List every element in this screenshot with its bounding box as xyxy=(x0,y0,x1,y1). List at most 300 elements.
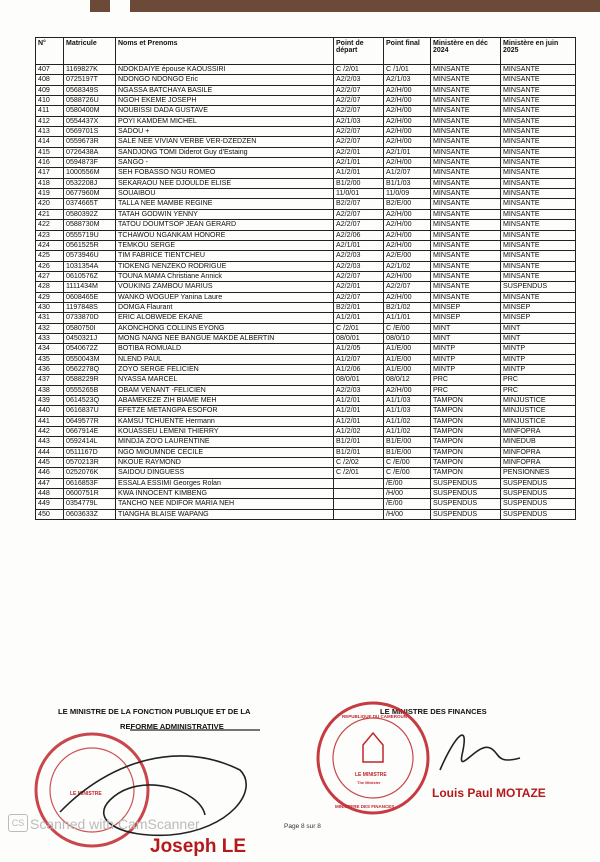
row-ministry-2024: MINSANTE xyxy=(431,230,501,240)
row-ministry-2025: MINSANTE xyxy=(501,65,576,75)
row-ministry-2024: MINSANTE xyxy=(431,178,501,188)
row-start-point: 08/0/01 xyxy=(334,375,384,385)
row-name: TATOU DOUMTSOP JEAN GERARD xyxy=(116,220,334,230)
row-ministry-2024: MINSANTE xyxy=(431,96,501,106)
row-ministry-2024: TAMPON xyxy=(431,406,501,416)
row-ministry-2025: MINJUSTICE xyxy=(501,396,576,406)
row-ministry-2024: MINSEP xyxy=(431,313,501,323)
signatory-name-right: Louis Paul MOTAZE xyxy=(432,786,546,800)
row-end-point: A2/H/00 xyxy=(384,209,431,219)
table-row xyxy=(36,209,576,219)
row-ministry-2025: MINSANTE xyxy=(501,261,576,271)
table-row xyxy=(36,220,576,230)
row-start-point: A2/2/03 xyxy=(334,385,384,395)
row-start-point: A2/2/07 xyxy=(334,96,384,106)
table-row xyxy=(36,333,576,343)
row-number: 445 xyxy=(36,458,64,468)
row-name: NGASSA BATCHAYA BASILE xyxy=(116,85,334,95)
row-ministry-2025: PRC xyxy=(501,385,576,395)
row-ministry-2024: MINSANTE xyxy=(431,127,501,137)
row-ministry-2025: MINSANTE xyxy=(501,251,576,261)
row-name: TCHAWOU NGANKAM HONORE xyxy=(116,230,334,240)
row-start-point: A1/2/01 xyxy=(334,396,384,406)
row-name: SOUAIBOU xyxy=(116,189,334,199)
row-number: 439 xyxy=(36,396,64,406)
row-end-point: B2/E/00 xyxy=(384,199,431,209)
row-number: 441 xyxy=(36,416,64,426)
table-row xyxy=(36,396,576,406)
stamp-right xyxy=(318,703,428,813)
row-matricule: 0252076K xyxy=(64,468,116,478)
row-matricule: 0616837U xyxy=(64,406,116,416)
row-ministry-2024: MINT xyxy=(431,323,501,333)
table-row xyxy=(36,85,576,95)
staff-table xyxy=(35,37,576,520)
row-end-point: /E/00 xyxy=(384,499,431,509)
row-number: 435 xyxy=(36,354,64,364)
row-end-point: A1/1/03 xyxy=(384,396,431,406)
table-row xyxy=(36,292,576,302)
row-matricule: 0570213R xyxy=(64,458,116,468)
row-matricule: 0588726U xyxy=(64,96,116,106)
row-number: 436 xyxy=(36,364,64,374)
header-end-point: Point final xyxy=(384,38,431,65)
row-number: 418 xyxy=(36,178,64,188)
table-row xyxy=(36,458,576,468)
row-end-point: A1/1/02 xyxy=(384,427,431,437)
row-ministry-2025: PRC xyxy=(501,375,576,385)
row-end-point: A2/1/02 xyxy=(384,261,431,271)
row-name: TANCHO NEE NDIFOR MARIA NEH xyxy=(116,499,334,509)
row-name: OBAM VENANT -FELICIEN xyxy=(116,385,334,395)
row-end-point: A1/2/07 xyxy=(384,168,431,178)
row-ministry-2024: MINSANTE xyxy=(431,261,501,271)
row-start-point: 11/0/01 xyxy=(334,189,384,199)
row-end-point: A1/1/01 xyxy=(384,313,431,323)
row-end-point: A2/H/00 xyxy=(384,116,431,126)
row-start-point: A2/2/03 xyxy=(334,261,384,271)
row-start-point: A1/2/01 xyxy=(334,313,384,323)
row-start-point xyxy=(334,509,384,519)
row-ministry-2024: MINSANTE xyxy=(431,147,501,157)
row-end-point: A2/E/00 xyxy=(384,251,431,261)
row-number: 423 xyxy=(36,230,64,240)
scanner-watermark: Scanned with CamScanner xyxy=(30,816,200,832)
row-matricule: 0554437X xyxy=(64,116,116,126)
row-matricule: 0677960M xyxy=(64,189,116,199)
row-name: TIM FABRICE TIENTCHEU xyxy=(116,251,334,261)
row-ministry-2025: MINJUSTICE xyxy=(501,406,576,416)
row-ministry-2024: MINTP xyxy=(431,354,501,364)
row-ministry-2025: MINFOPRA xyxy=(501,447,576,457)
table-row xyxy=(36,189,576,199)
row-ministry-2024: TAMPON xyxy=(431,416,501,426)
row-ministry-2024: SUSPENDUS xyxy=(431,489,501,499)
row-number: 446 xyxy=(36,468,64,478)
row-name: NOUBISSI DADA GUSTAVE xyxy=(116,106,334,116)
row-name: TATAH GODWIN YENNY xyxy=(116,209,334,219)
row-end-point: B1/E/00 xyxy=(384,447,431,457)
row-matricule: 0594873F xyxy=(64,158,116,168)
row-ministry-2024: MINTP xyxy=(431,344,501,354)
row-start-point: C /2/01 xyxy=(334,65,384,75)
row-number: 420 xyxy=(36,199,64,209)
row-number: 422 xyxy=(36,220,64,230)
row-ministry-2024: MINT xyxy=(431,333,501,343)
row-ministry-2024: TAMPON xyxy=(431,396,501,406)
row-matricule: 0580392Z xyxy=(64,209,116,219)
row-start-point: B2/2/01 xyxy=(334,302,384,312)
row-name: SEH FOBASSO NGU ROMEO xyxy=(116,168,334,178)
row-ministry-2025: MINSANTE xyxy=(501,292,576,302)
row-ministry-2025: MINTP xyxy=(501,364,576,374)
row-end-point: 08/0/10 xyxy=(384,333,431,343)
row-name: SADOU + xyxy=(116,127,334,137)
row-matricule: 0588730M xyxy=(64,220,116,230)
row-ministry-2025: MINTP xyxy=(501,354,576,364)
table-row xyxy=(36,385,576,395)
signatory-name-left: Joseph LE xyxy=(150,836,247,857)
top-bar-gap xyxy=(110,0,130,12)
row-ministry-2025: MINTP xyxy=(501,344,576,354)
row-name: MINDJA ZO'O LAURENTINE xyxy=(116,437,334,447)
row-ministry-2024: TAMPON xyxy=(431,458,501,468)
row-number: 413 xyxy=(36,127,64,137)
row-number: 419 xyxy=(36,189,64,199)
row-matricule: 1111434M xyxy=(64,282,116,292)
row-start-point: B2/2/07 xyxy=(334,199,384,209)
table-row xyxy=(36,323,576,333)
row-ministry-2024: TAMPON xyxy=(431,468,501,478)
row-name: TIOKENG NENZEKO RODRIGUE xyxy=(116,261,334,271)
row-name: DOMGA Flaurant xyxy=(116,302,334,312)
row-name: NKOUE RAYMOND xyxy=(116,458,334,468)
table-row xyxy=(36,127,576,137)
row-ministry-2025: MINSANTE xyxy=(501,106,576,116)
row-name: BOTIBA ROMUALD xyxy=(116,344,334,354)
row-end-point: A2/1/03 xyxy=(384,75,431,85)
row-end-point: A1/E/00 xyxy=(384,344,431,354)
document-page xyxy=(35,37,575,520)
row-start-point: A1/2/07 xyxy=(334,354,384,364)
row-ministry-2024: MINSANTE xyxy=(431,137,501,147)
row-ministry-2024: PRC xyxy=(431,375,501,385)
row-start-point: C /2/02 xyxy=(334,458,384,468)
row-start-point: A2/2/01 xyxy=(334,282,384,292)
row-number: 433 xyxy=(36,333,64,343)
row-ministry-2025: MINSANTE xyxy=(501,178,576,188)
row-matricule: 0562278Q xyxy=(64,364,116,374)
row-start-point xyxy=(334,499,384,509)
row-number: 443 xyxy=(36,437,64,447)
row-ministry-2025: MINSANTE xyxy=(501,199,576,209)
table-row xyxy=(36,251,576,261)
row-number: 429 xyxy=(36,292,64,302)
row-start-point: A2/2/06 xyxy=(334,230,384,240)
row-ministry-2024: MINSANTE xyxy=(431,220,501,230)
row-number: 408 xyxy=(36,75,64,85)
table-row xyxy=(36,437,576,447)
row-name: SALE NEE VIVIAN VERBE VER-DZEDZEN xyxy=(116,137,334,147)
table-row xyxy=(36,509,576,519)
row-ministry-2025: MINT xyxy=(501,323,576,333)
row-ministry-2024: TAMPON xyxy=(431,427,501,437)
row-end-point: /H/00 xyxy=(384,489,431,499)
row-ministry-2024: MINSANTE xyxy=(431,282,501,292)
table-row xyxy=(36,230,576,240)
row-number: 426 xyxy=(36,261,64,271)
row-start-point: A1/2/02 xyxy=(334,427,384,437)
row-number: 437 xyxy=(36,375,64,385)
row-start-point: B1/2/00 xyxy=(334,178,384,188)
row-end-point: A2/H/00 xyxy=(384,158,431,168)
row-number: 430 xyxy=(36,302,64,312)
table-body xyxy=(36,65,576,520)
row-ministry-2024: MINSANTE xyxy=(431,189,501,199)
row-matricule: 0649577R xyxy=(64,416,116,426)
row-start-point: A2/2/03 xyxy=(334,251,384,261)
table-header-row xyxy=(36,38,576,65)
row-end-point: A1/E/00 xyxy=(384,354,431,364)
row-ministry-2025: SUSPENDUS xyxy=(501,478,576,488)
row-matricule: 0600751R xyxy=(64,489,116,499)
row-name: SANGO - xyxy=(116,158,334,168)
table-row xyxy=(36,406,576,416)
row-ministry-2024: MINSANTE xyxy=(431,209,501,219)
row-ministry-2024: MINSANTE xyxy=(431,292,501,302)
row-ministry-2024: MINSANTE xyxy=(431,65,501,75)
row-matricule: 0725197T xyxy=(64,75,116,85)
row-end-point: A2/H/00 xyxy=(384,96,431,106)
table-row xyxy=(36,65,576,75)
row-number: 424 xyxy=(36,240,64,250)
row-start-point: A2/2/07 xyxy=(334,127,384,137)
row-end-point: 11/0/09 xyxy=(384,189,431,199)
row-end-point: A2/H/00 xyxy=(384,220,431,230)
row-matricule: 0580400M xyxy=(64,106,116,116)
row-ministry-2024: MINSANTE xyxy=(431,168,501,178)
row-start-point: C /2/01 xyxy=(334,323,384,333)
table-row xyxy=(36,478,576,488)
row-name: SAIDOU DINGUESS xyxy=(116,468,334,478)
top-dark-bar xyxy=(90,0,600,12)
row-matricule: 0603633Z xyxy=(64,509,116,519)
row-start-point: A2/1/03 xyxy=(334,116,384,126)
row-ministry-2024: MINSANTE xyxy=(431,75,501,85)
row-number: 442 xyxy=(36,427,64,437)
row-ministry-2025: MINSANTE xyxy=(501,209,576,219)
row-matricule: 0559673R xyxy=(64,137,116,147)
row-end-point: A2/H/00 xyxy=(384,127,431,137)
page-number: Page 8 sur 8 xyxy=(284,823,321,830)
row-number: 411 xyxy=(36,106,64,116)
row-name: TALLA NEE MAMBE REGINE xyxy=(116,199,334,209)
row-matricule: 0550043M xyxy=(64,354,116,364)
row-ministry-2024: SUSPENDUS xyxy=(431,509,501,519)
row-start-point: A1/2/01 xyxy=(334,168,384,178)
row-ministry-2024: TAMPON xyxy=(431,447,501,457)
row-end-point: B2/1/02 xyxy=(384,302,431,312)
row-number: 409 xyxy=(36,85,64,95)
row-ministry-2024: MINSANTE xyxy=(431,106,501,116)
row-ministry-2025: MINSANTE xyxy=(501,220,576,230)
row-end-point: C /1/01 xyxy=(384,65,431,75)
row-matricule: 1031354A xyxy=(64,261,116,271)
table-row xyxy=(36,354,576,364)
table-row xyxy=(36,416,576,426)
stamp-right-sublabel: The Minister xyxy=(357,780,381,785)
row-ministry-2025: MINT xyxy=(501,333,576,343)
row-name: NDONGO NDONGO Eric xyxy=(116,75,334,85)
row-number: 428 xyxy=(36,282,64,292)
row-name: TIANGHA BLAISE WAPANG xyxy=(116,509,334,519)
row-ministry-2025: SUSPENDUS xyxy=(501,499,576,509)
row-ministry-2024: MINSANTE xyxy=(431,116,501,126)
row-number: 431 xyxy=(36,313,64,323)
table-row xyxy=(36,178,576,188)
table-row xyxy=(36,375,576,385)
row-end-point: C /E/00 xyxy=(384,323,431,333)
row-number: 427 xyxy=(36,271,64,281)
row-number: 416 xyxy=(36,158,64,168)
row-matricule: 0354779L xyxy=(64,499,116,509)
row-ministry-2024: MINSANTE xyxy=(431,199,501,209)
row-start-point: A2/2/07 xyxy=(334,220,384,230)
row-start-point xyxy=(334,478,384,488)
header-ministry-2024: Ministère en déc 2024 xyxy=(431,38,501,65)
row-number: 440 xyxy=(36,406,64,416)
table-row xyxy=(36,499,576,509)
row-name: KWA INNOCENT KIMBENG xyxy=(116,489,334,499)
row-name: SEKARAOU NEE DJOULDE ELISE xyxy=(116,178,334,188)
row-ministry-2024: MINSEP xyxy=(431,302,501,312)
row-ministry-2025: MINJUSTICE xyxy=(501,416,576,426)
row-start-point: B1/2/01 xyxy=(334,447,384,457)
row-start-point: A2/2/07 xyxy=(334,271,384,281)
row-name: NGO MIOUMNDE CECILE xyxy=(116,447,334,457)
row-end-point: C /E/00 xyxy=(384,468,431,478)
row-matricule: 0561525R xyxy=(64,240,116,250)
row-ministry-2025: MINSANTE xyxy=(501,127,576,137)
header-matricule: Matricule xyxy=(64,38,116,65)
row-ministry-2025: MINSANTE xyxy=(501,116,576,126)
row-ministry-2025: MINSANTE xyxy=(501,240,576,250)
row-start-point: A2/2/01 xyxy=(334,147,384,157)
row-start-point: A2/2/03 xyxy=(334,75,384,85)
row-matricule: 0569701S xyxy=(64,127,116,137)
row-start-point: C /2/01 xyxy=(334,468,384,478)
row-ministry-2025: MINSANTE xyxy=(501,158,576,168)
header-start-point: Point de départ xyxy=(334,38,384,65)
table-row xyxy=(36,199,576,209)
row-name: KAMSU TCHUENTE Hermann xyxy=(116,416,334,426)
row-start-point: A2/2/07 xyxy=(334,85,384,95)
row-ministry-2025: SUSPENDUS xyxy=(501,489,576,499)
row-name: EFETZE METANGPA ESOFOR xyxy=(116,406,334,416)
row-end-point: B1/1/03 xyxy=(384,178,431,188)
row-ministry-2025: MINSANTE xyxy=(501,189,576,199)
stamp-right-label: LE MINISTRE xyxy=(355,772,387,778)
table-row xyxy=(36,313,576,323)
row-matricule: 1197848S xyxy=(64,302,116,312)
row-name: KOUASSEU LEMENI THIERRY xyxy=(116,427,334,437)
row-number: 412 xyxy=(36,116,64,126)
row-ministry-2024: MINSANTE xyxy=(431,251,501,261)
row-ministry-2025: MINSANTE xyxy=(501,271,576,281)
row-end-point: A2/2/07 xyxy=(384,282,431,292)
table-row xyxy=(36,302,576,312)
header-number: N° xyxy=(36,38,64,65)
row-end-point: A2/H/00 xyxy=(384,85,431,95)
header-names: Noms et Prenoms xyxy=(116,38,334,65)
row-number: 417 xyxy=(36,168,64,178)
row-start-point: A2/1/01 xyxy=(334,240,384,250)
row-ministry-2025: MINSANTE xyxy=(501,168,576,178)
table-row xyxy=(36,137,576,147)
row-ministry-2025: MINEDUB xyxy=(501,437,576,447)
stamp-right-ring-text-bottom: MINISTERE DES FINANCES xyxy=(335,804,395,809)
table-row xyxy=(36,489,576,499)
signature-right-strokes xyxy=(440,735,520,770)
row-ministry-2025: MINFOPRA xyxy=(501,427,576,437)
row-end-point: /H/00 xyxy=(384,509,431,519)
row-ministry-2025: MINSANTE xyxy=(501,147,576,157)
table-row xyxy=(36,282,576,292)
row-start-point xyxy=(334,489,384,499)
row-matricule: 0588229R xyxy=(64,375,116,385)
row-name: SANDJONG TOMI Diderot Guy d'Estaing xyxy=(116,147,334,157)
row-ministry-2024: MINSANTE xyxy=(431,158,501,168)
row-number: 432 xyxy=(36,323,64,333)
row-number: 449 xyxy=(36,499,64,509)
row-name: NYASSA MARCEL xyxy=(116,375,334,385)
row-ministry-2024: MINSANTE xyxy=(431,85,501,95)
row-name: NGOH EKEME JOSEPH xyxy=(116,96,334,106)
row-matricule: 0733870D xyxy=(64,313,116,323)
row-name: ABAMEKEZE ZIH BIAME MEH xyxy=(116,396,334,406)
row-ministry-2025: PENSIONNES xyxy=(501,468,576,478)
row-start-point: A2/2/07 xyxy=(334,292,384,302)
row-ministry-2024: TAMPON xyxy=(431,437,501,447)
row-ministry-2025: MINSANTE xyxy=(501,137,576,147)
table-row xyxy=(36,147,576,157)
row-number: 407 xyxy=(36,65,64,75)
table-row xyxy=(36,271,576,281)
row-matricule: 0555719U xyxy=(64,230,116,240)
row-end-point: A1/1/02 xyxy=(384,416,431,426)
row-end-point: C /E/00 xyxy=(384,458,431,468)
row-start-point: A1/2/05 xyxy=(334,344,384,354)
table-row xyxy=(36,168,576,178)
row-number: 434 xyxy=(36,344,64,354)
row-end-point: A1/1/03 xyxy=(384,406,431,416)
row-number: 448 xyxy=(36,489,64,499)
row-start-point: A2/2/07 xyxy=(334,137,384,147)
row-name: VOUKING ZAMBOU MARIUS xyxy=(116,282,334,292)
row-name: ZOYO SERGE FELICIEN xyxy=(116,364,334,374)
table-row xyxy=(36,447,576,457)
row-matricule: 1169827K xyxy=(64,65,116,75)
row-ministry-2024: PRC xyxy=(431,385,501,395)
camscanner-icon: CS xyxy=(8,814,28,832)
row-ministry-2025: MINSANTE xyxy=(501,85,576,95)
row-start-point: A1/2/01 xyxy=(334,406,384,416)
table-row xyxy=(36,427,576,437)
row-name: NDOKDAIYE épouse KAOUSSIRI xyxy=(116,65,334,75)
table-row xyxy=(36,240,576,250)
signature-title-left: LE MINISTRE DE LA FONCTION PUBLIQUE ET DE LA xyxy=(58,707,251,716)
signature-title-right: LE MINISTRE DES FINANCES xyxy=(380,707,487,716)
